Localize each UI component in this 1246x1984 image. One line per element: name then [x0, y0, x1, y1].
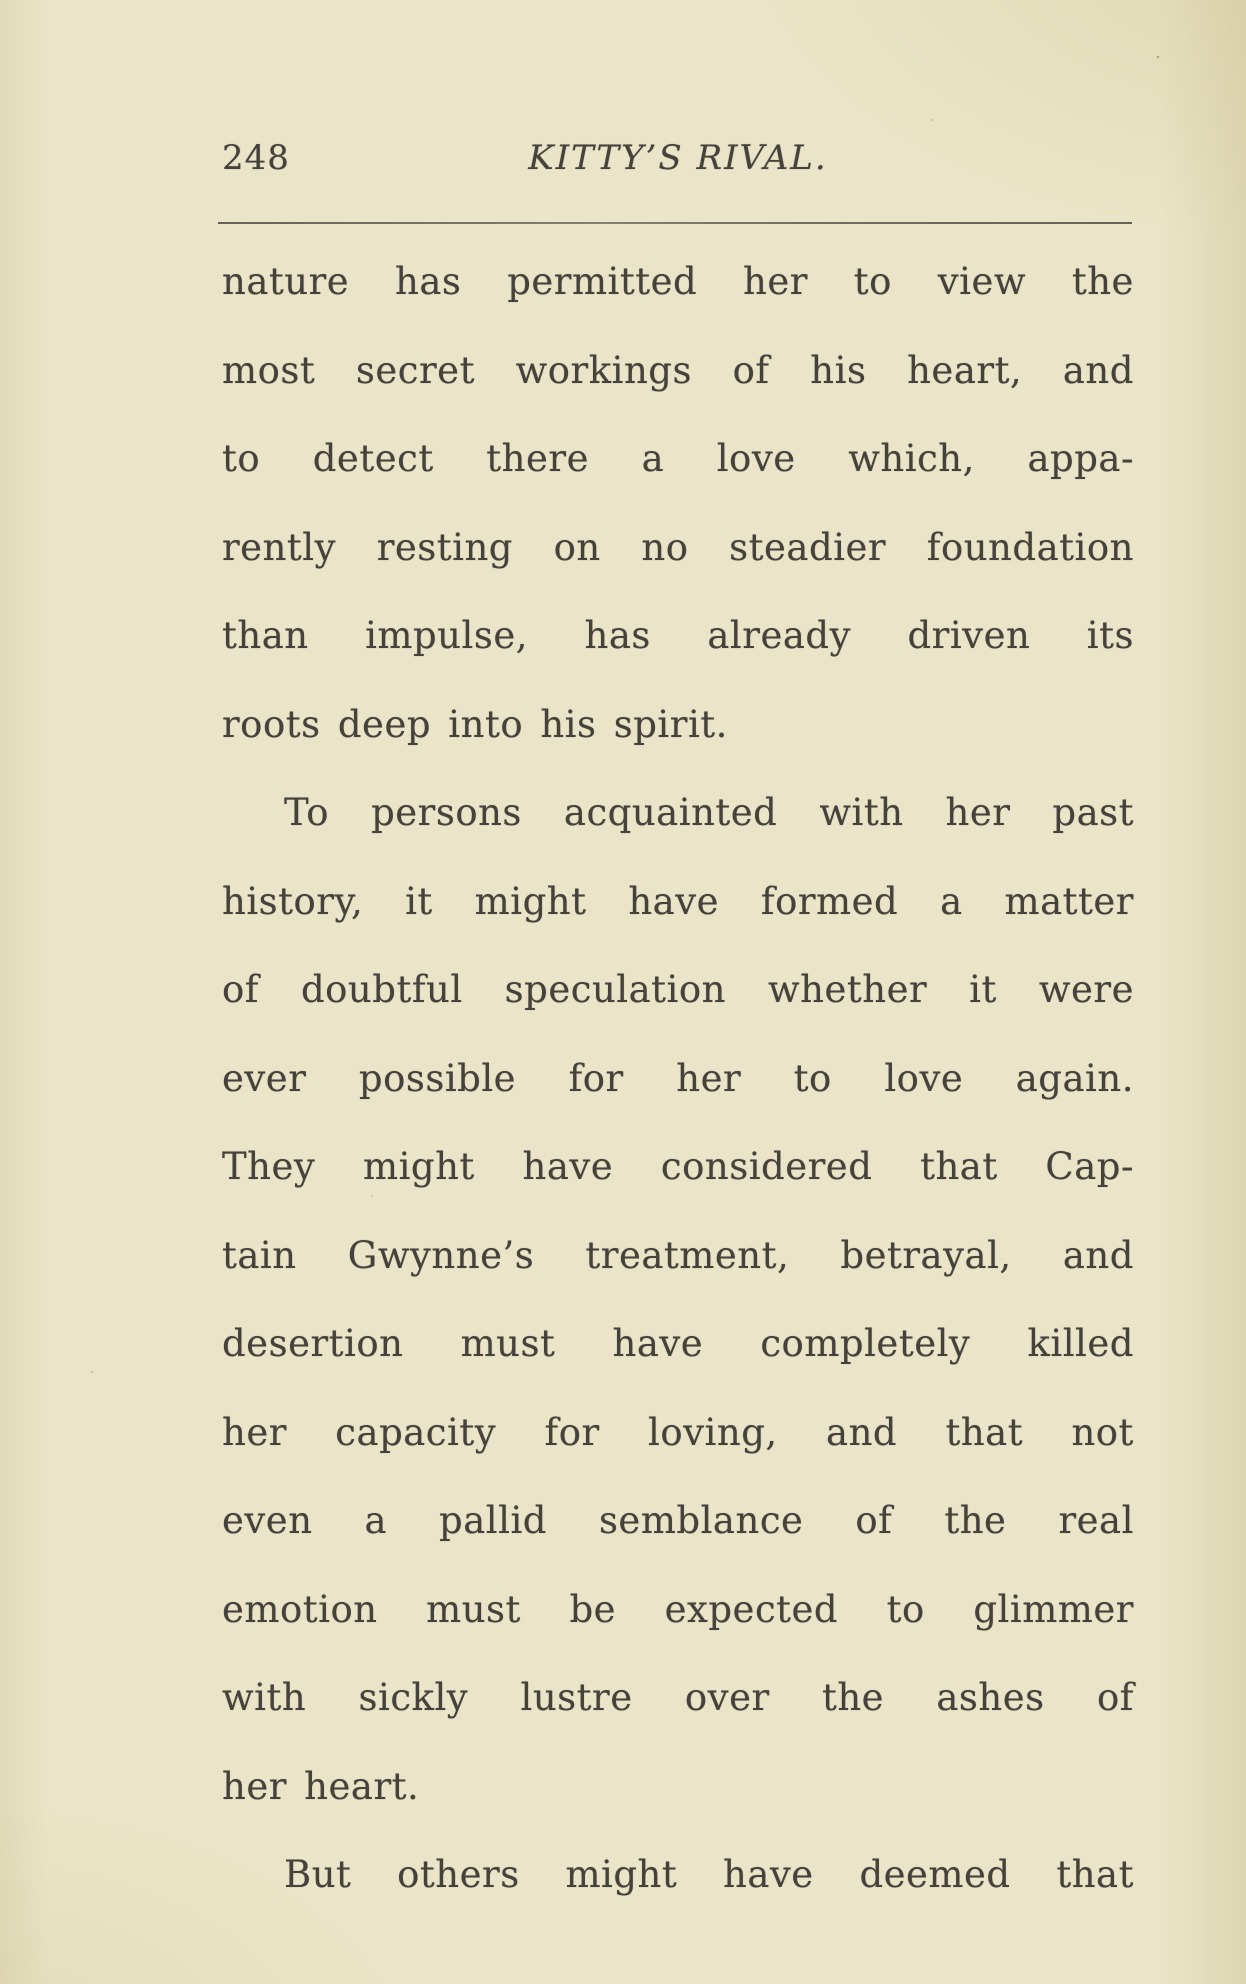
- text-line: her heart.: [222, 1764, 420, 1808]
- text-line: her capacity for loving, and that not: [222, 1410, 1134, 1454]
- text-line: most secret workings of his heart, and: [222, 348, 1134, 392]
- text-line: even a pallid semblance of the real: [222, 1499, 1134, 1542]
- text-line: ever possible for her to love again.: [222, 1056, 1134, 1100]
- text-line: emotion must be expected to glimmer: [222, 1587, 1134, 1631]
- page-body: [222, 238, 1134, 1920]
- text-line: To persons acquainted with her past: [284, 791, 1134, 834]
- text-line: to detect there a love which, appa-: [222, 437, 1134, 480]
- text-line: nature has permitted her to view the: [222, 260, 1134, 303]
- header-rule: [218, 222, 1132, 224]
- text-line: tain Gwynne’s treatment, betrayal, and: [222, 1233, 1134, 1277]
- running-header: [222, 138, 1134, 184]
- text-line: They might have considered that Cap-: [222, 1145, 1134, 1188]
- text-line: rently resting on no steadier foundation: [222, 525, 1134, 569]
- text-line: of doubtful speculation whether it were: [222, 968, 1134, 1011]
- text-line: than impulse, has already driven its: [222, 614, 1134, 657]
- text-line: with sickly lustre over the ashes of: [222, 1676, 1134, 1719]
- text-line: history, it might have formed a matter: [222, 879, 1134, 923]
- text-line: But others might have deemed that: [284, 1853, 1134, 1896]
- text-line: roots deep into his spirit.: [222, 702, 728, 746]
- page-title: KITTY’S RIVAL.: [528, 138, 828, 178]
- text-line: desertion must have completely killed: [222, 1322, 1134, 1365]
- page-number: 248: [222, 138, 290, 178]
